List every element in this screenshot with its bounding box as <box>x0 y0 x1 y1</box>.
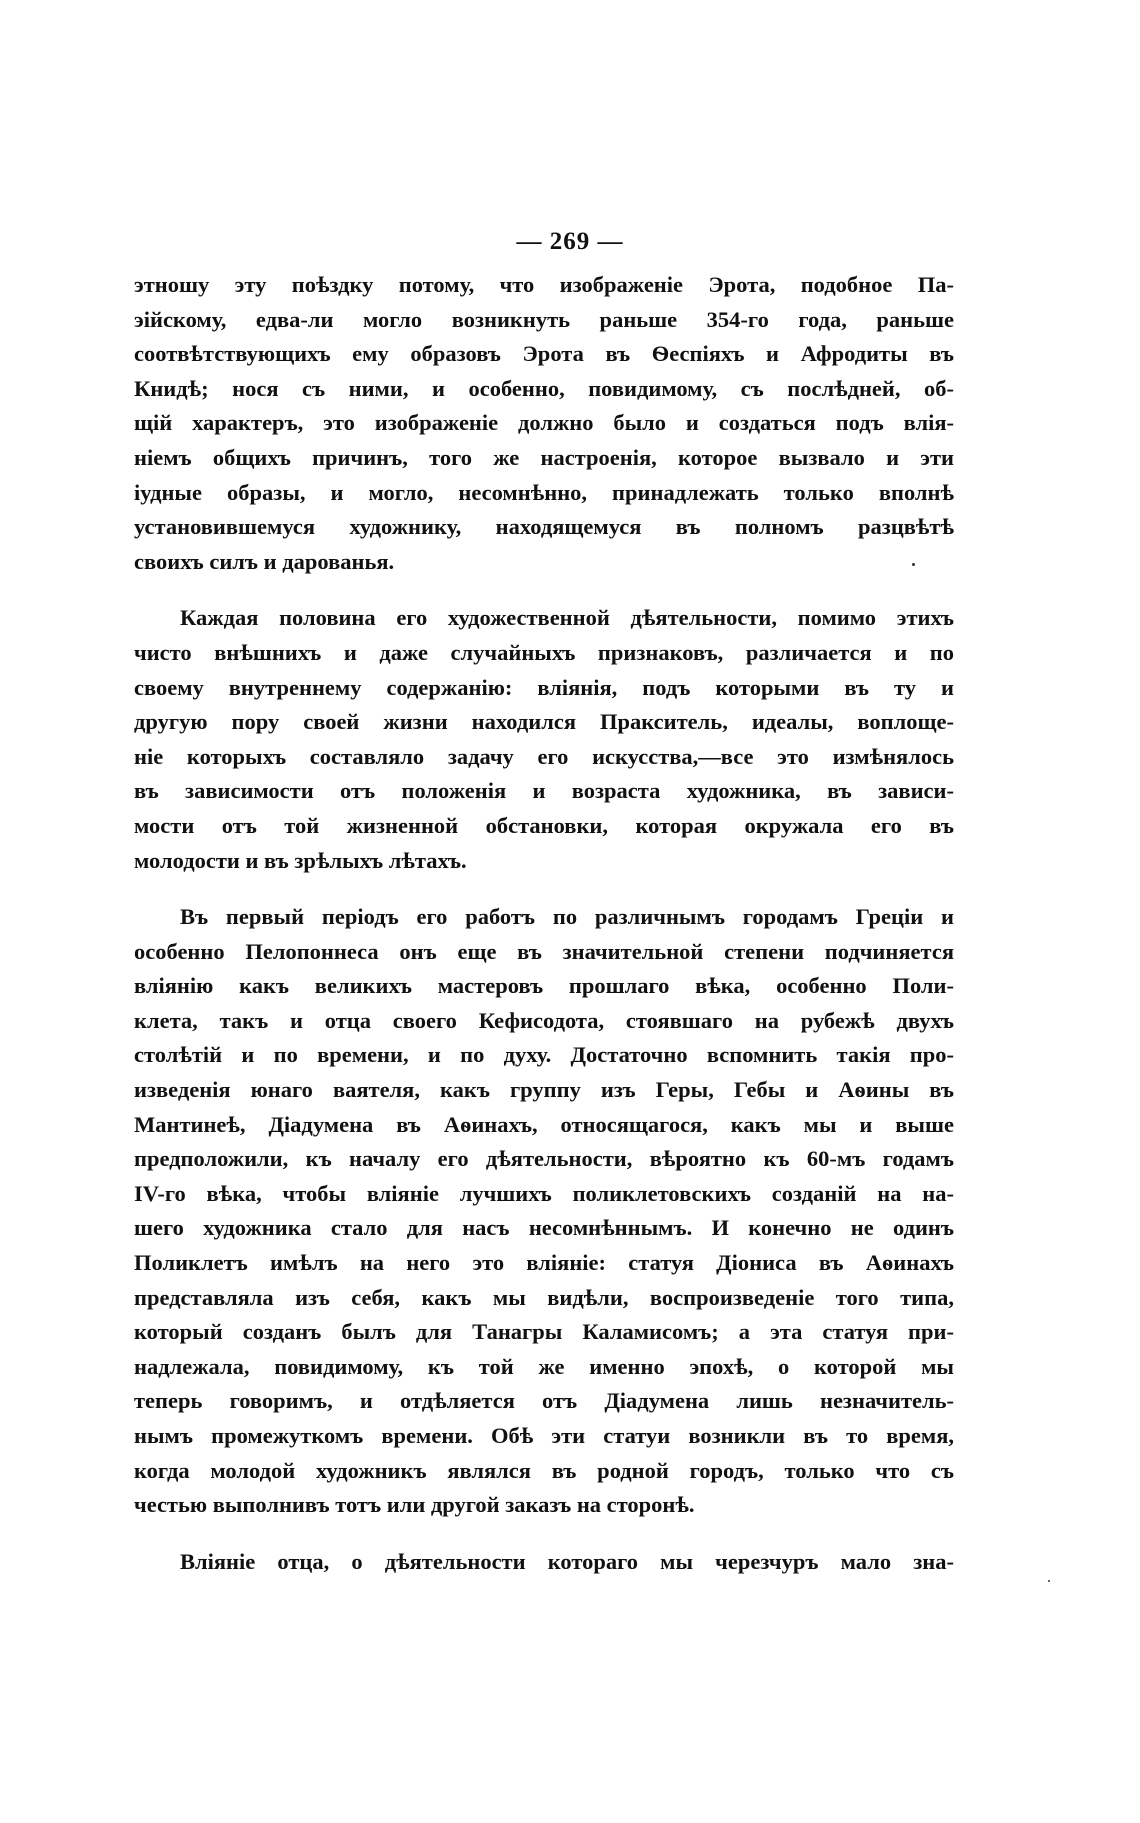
scan-speck <box>1048 1580 1050 1582</box>
text-line: особенно Пелопоннеса онъ еще въ значительной степени подчиняется <box>134 938 954 964</box>
text-line: вліянію какъ великихъ мастеровъ прошлаго вѣка, особенно Поли- <box>134 973 954 999</box>
text-line: предположили, къ началу его дѣятельности, вѣроятно къ 60-мъ годамъ <box>134 1146 954 1172</box>
text-line: изведенія юнаго ваятеля, какъ группу изъ Геры, Гебы и Аѳины въ <box>134 1077 954 1103</box>
text-line: Мантинеѣ, Діадумена въ Аѳинахъ, относящагося, какъ мы и выше <box>134 1111 954 1137</box>
text-line: чисто внѣшнихъ и даже случайныхъ признаковъ, различается и по <box>134 639 954 665</box>
text-line: въ зависимости отъ положенія и возраста художника, въ зависи- <box>134 778 954 804</box>
body-text <box>134 268 954 1601</box>
text-line: Поликлетъ имѣлъ на него это вліяніе: статуя Діониса въ Аѳинахъ <box>134 1250 954 1276</box>
scan-speck <box>912 563 915 566</box>
text-line: Вліяніе отца, о дѣятельности котораго мы черезчуръ мало зна- <box>180 1548 954 1574</box>
text-line: мости отъ той жизненной обстановки, которая окружала его въ <box>134 812 954 838</box>
text-line: нымъ промежуткомъ времени. Обѣ эти статуи возникли въ то время, <box>134 1423 954 1448</box>
text-line: Каждая половина его художественной дѣятельности, помимо этихъ <box>180 605 954 631</box>
paragraph-2 <box>134 601 954 878</box>
text-line: іудные образы, и могло, несомнѣнно, принадлежать только вполнѣ <box>134 479 954 505</box>
text-line: столѣтій и по времени, и по духу. Достаточно вспомнить такія про- <box>134 1042 954 1068</box>
text-line: теперь говоримъ, и отдѣляется отъ Діадумена лишь незначитель- <box>134 1388 954 1414</box>
text-line: Въ первый періодъ его работъ по различнымъ городамъ Греціи и <box>180 904 954 930</box>
text-line: эійскому, едва-ли могло возникнуть раньше 354-го года, раньше <box>134 306 954 332</box>
text-line: Книдѣ; нося съ ними, и особенно, повидимому, съ послѣдней, об- <box>134 375 954 401</box>
text-line: клета, такъ и отца своего Кефисодота, стоявшаго на рубежѣ двухъ <box>134 1007 954 1033</box>
text-line: ніе которыхъ составляло задачу его искусства,—все это измѣнялось <box>134 743 954 769</box>
text-line: шего художника стало для насъ несомнѣннымъ. И конечно не одинъ <box>134 1215 954 1241</box>
text-line: своему внутреннему содержанію: вліянія, подъ которыми въ ту и <box>134 674 954 700</box>
text-line: ніемъ общихъ причинъ, того же настроенія, которое вызвало и эти <box>134 444 954 470</box>
text-line: честью выполнивъ тотъ или другой заказъ на сторонѣ. <box>134 1492 695 1518</box>
text-line: своихъ силъ и дарованья. <box>134 548 395 574</box>
text-line: представляла изъ себя, какъ мы видѣли, воспроизведеніе того типа, <box>134 1284 954 1310</box>
text-line: который созданъ былъ для Танагры Каламисомъ; а эта статуя при- <box>134 1319 954 1345</box>
text-line: молодости и въ зрѣлыхъ лѣтахъ. <box>134 847 467 873</box>
text-line: соотвѣтствующихъ ему образовъ Эрота въ Ѳеспіяхъ и Афродиты въ <box>134 341 954 367</box>
paragraph-4 <box>134 1545 954 1580</box>
text-line: другую пору своей жизни находился Пракситель, идеалы, воплоще- <box>134 709 954 735</box>
page-number: — 269 — <box>516 228 624 255</box>
text-line: этношу эту поѣздку потому, что изображеніе Эрота, подобное Па- <box>134 272 954 297</box>
paragraph-1 <box>134 268 954 579</box>
text-line: надлежала, повидимому, къ той же именно эпохѣ, о которой мы <box>134 1353 954 1379</box>
text-line: щій характеръ, это изображеніе должно было и создаться подъ влія- <box>134 410 954 436</box>
text-line: установившемуся художнику, находящемуся въ полномъ разцвѣтѣ <box>134 514 954 540</box>
text-line: когда молодой художникъ являлся въ родной городъ, только что съ <box>134 1457 954 1483</box>
text-line: IV-го вѣка, чтобы вліяніе лучшихъ поликлетовскихъ созданій на на- <box>134 1180 954 1206</box>
paragraph-3 <box>134 900 954 1523</box>
